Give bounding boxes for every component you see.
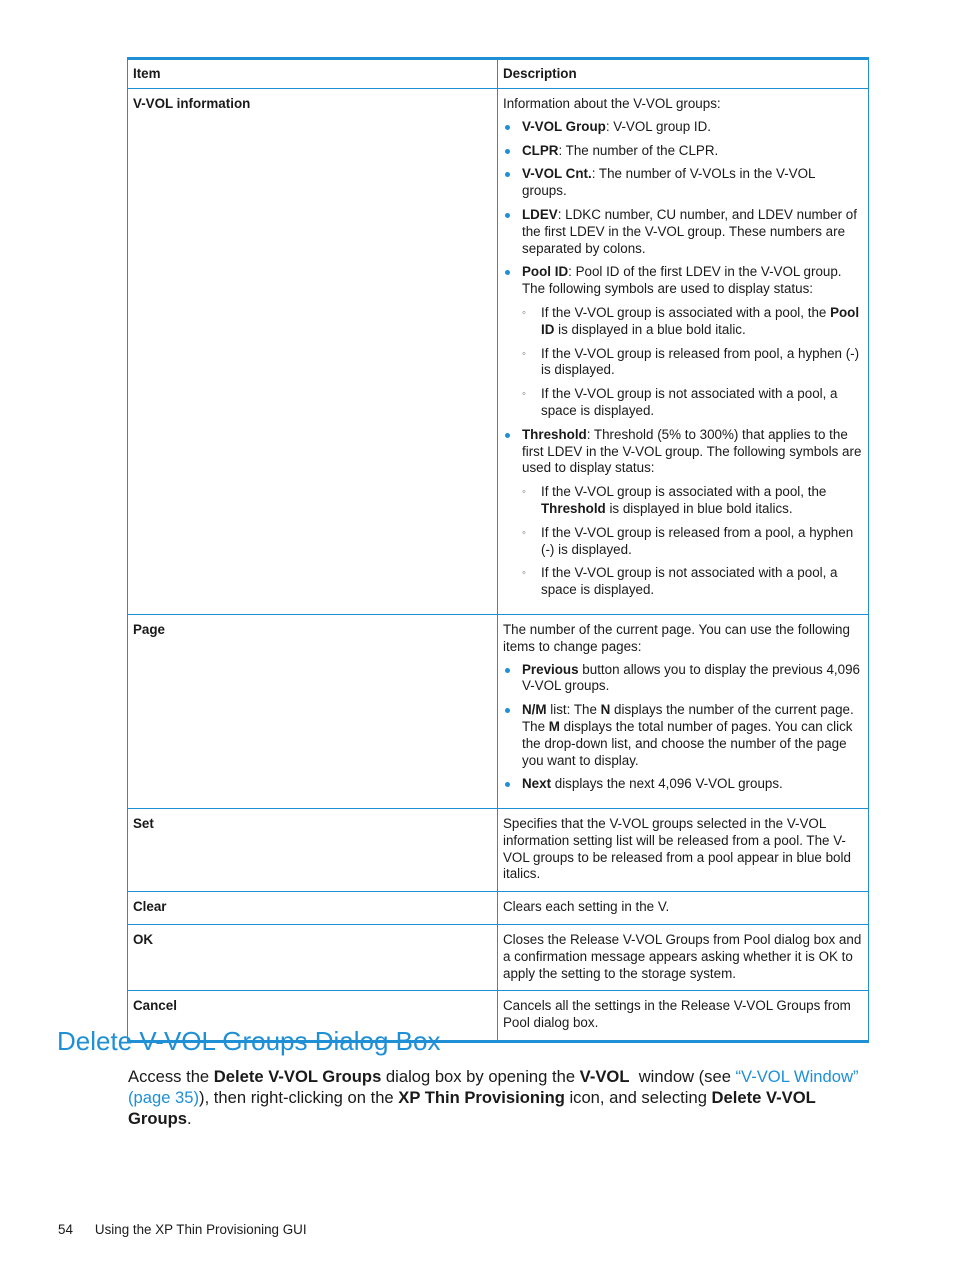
page-number: 54 bbox=[58, 1222, 73, 1237]
table-row bbox=[128, 89, 869, 615]
description-table bbox=[127, 57, 869, 1043]
sub-list-item: ◦ If the V-VOL group is not associated with a pool, a space is displayed. bbox=[522, 386, 863, 420]
list-item: Threshold: Threshold (5% to 300%) that applies to the first LDEV in the V-VOL group. The following symbols are used to display status: ◦ If the V-VOL group is associated with a pool, the Threshold is displayed in blue bold italics. ◦ If the V-VOL group is released from a pool, a hyphen (-) is displayed. ◦ If the V-VOL group is not associated with a pool, a space is displayed. bbox=[503, 427, 863, 599]
row-description-set: Specifies that the V-VOL groups selected in the V-VOL information setting list will be released from a pool. The V-VOL groups to be released from a pool appear in blue bold italics. bbox=[498, 809, 869, 892]
list-item: Previous button allows you to display the previous 4,096 V-VOL groups. bbox=[503, 662, 863, 696]
row-item-page: Page bbox=[128, 614, 498, 808]
description-intro: Information about the V-VOL groups: bbox=[503, 96, 721, 111]
header-item: Item bbox=[128, 59, 498, 89]
description-intro: The number of the current page. You can use the following items to change pages: bbox=[503, 621, 850, 654]
sub-list-item: ◦ If the V-VOL group is associated with a pool, the Pool ID is displayed in a blue bold italic. bbox=[522, 305, 863, 339]
row-item-set: Set bbox=[128, 809, 498, 892]
table-row bbox=[128, 614, 869, 808]
row-description-ok: Closes the Release V-VOL Groups from Pool dialog box and a confirmation message appears asking whether it is OK to apply the setting to the storage system. bbox=[498, 925, 869, 991]
list-item: V-VOL Group: V-VOL group ID. bbox=[503, 119, 863, 136]
list-item: Next displays the next 4,096 V-VOL groups. bbox=[503, 776, 863, 793]
sub-list-item: ◦ If the V-VOL group is associated with a pool, the Threshold is displayed in blue bold italics. bbox=[522, 484, 863, 518]
bullet-list bbox=[503, 662, 863, 794]
list-item: LDEV: LDKC number, CU number, and LDEV number of the first LDEV in the V-VOL group. These numbers are separated by colons. bbox=[503, 207, 863, 257]
bullet-list bbox=[503, 119, 863, 599]
list-item: Pool ID: Pool ID of the first LDEV in the V-VOL group. The following symbols are used to display status: ◦ If the V-VOL group is associated with a pool, the Pool ID is displayed in a blue bold italic. ◦ If the V-VOL group is released from pool, a hyphen (-) is displayed. ◦ If the V-VOL group is not associated with a pool, a space is displayed. bbox=[503, 264, 863, 419]
list-item: V-VOL Cnt.: The number of V-VOLs in the V-VOL groups. bbox=[503, 166, 863, 200]
row-description-vvol-information bbox=[498, 89, 869, 615]
row-item-clear: Clear bbox=[128, 892, 498, 925]
table-header-row bbox=[128, 59, 869, 89]
table-row bbox=[128, 892, 869, 925]
sub-list-item: ◦ If the V-VOL group is not associated with a pool, a space is displayed. bbox=[522, 565, 863, 599]
vvol-window-link[interactable]: “V-VOL Window” (page 35) bbox=[128, 1067, 859, 1107]
table-row bbox=[128, 809, 869, 892]
sub-list-item: ◦ If the V-VOL group is released from a pool, a hyphen (-) is displayed. bbox=[522, 525, 863, 559]
row-item-cancel: Cancel bbox=[128, 991, 498, 1042]
header-description: Description bbox=[498, 59, 869, 89]
table-row bbox=[128, 925, 869, 991]
section-heading: Delete V-VOL Groups Dialog Box bbox=[57, 1026, 441, 1056]
page-footer bbox=[58, 1222, 307, 1237]
list-item: N/M list: The N displays the number of the current page. The M displays the total number of pages. You can click the drop-down list, and choose the number of the page you want to display. bbox=[503, 702, 863, 769]
footer-title: Using the XP Thin Provisioning GUI bbox=[94, 1222, 307, 1237]
sub-list bbox=[522, 484, 863, 599]
list-item: CLPR: The number of the CLPR. bbox=[503, 143, 863, 160]
sub-list-item: ◦ If the V-VOL group is released from pool, a hyphen (-) is displayed. bbox=[522, 346, 863, 380]
row-description-cancel: Cancels all the settings in the Release V-VOL Groups from Pool dialog box. bbox=[498, 991, 869, 1042]
row-item-vvol-information: V-VOL information bbox=[128, 89, 498, 615]
row-description-clear: Clears each setting in the V. bbox=[498, 892, 869, 925]
sub-list bbox=[522, 305, 863, 420]
row-description-page bbox=[498, 614, 869, 808]
row-item-ok: OK bbox=[128, 925, 498, 991]
section-paragraph: Access the Delete V-VOL Groups dialog box by opening the V-VOL window (see “V-VOL Window” (page 35)), then right-clicking on the XP Thin Provisioning icon, and selecting Delete V-VOL Groups. bbox=[128, 1067, 859, 1128]
